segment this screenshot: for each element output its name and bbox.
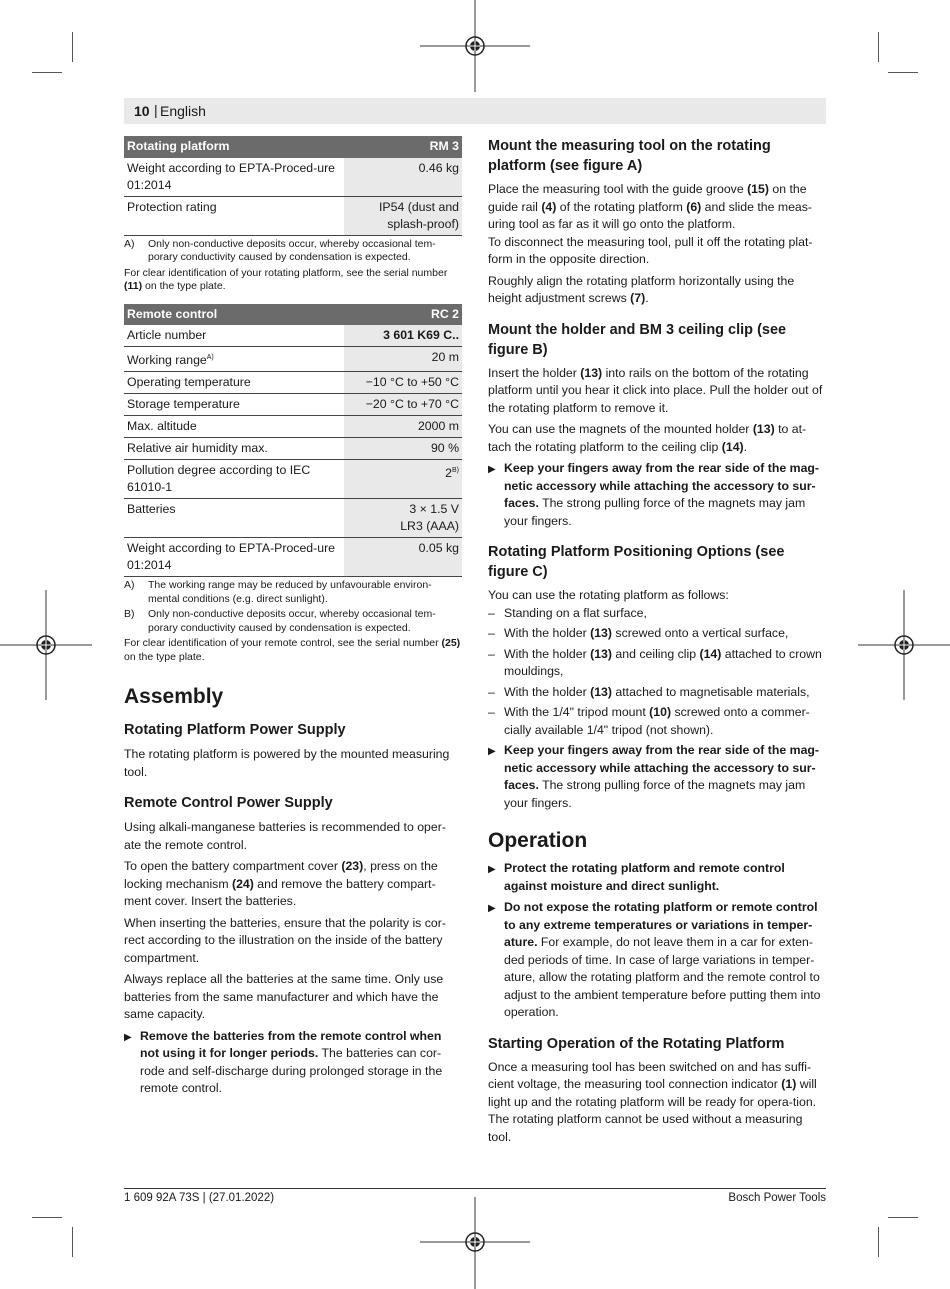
table-note: For clear identification of your remote control, see the serial number (25) on the type plate.: [124, 637, 461, 663]
registration-mark-icon: [0, 590, 92, 700]
table-row: [124, 499, 462, 538]
remote-control-spec-table: [124, 304, 462, 578]
spec-value: −20 °C to +70 °C: [344, 394, 462, 416]
crop-mark: [32, 1217, 62, 1218]
registration-mark-icon: [420, 0, 530, 92]
list-item: – With the holder (13) and ceiling clip (14) attached to crown mouldings,: [488, 646, 822, 678]
subsection-heading: Starting Operation of the Rotating Platform: [488, 1035, 785, 1052]
paragraph: You can use the magnets of the mounted holder (13) to at-tach the rotating platform to the ceiling clip (14).: [488, 422, 807, 454]
subsection-heading: Mount the holder and BM 3 ceiling clip (see figure B): [488, 321, 787, 358]
spec-value: 0.05 kg: [344, 538, 462, 577]
list-item: – With the holder (13) screwed onto a vertical surface,: [488, 626, 789, 640]
footer-divider: [124, 1188, 826, 1189]
paragraph: The rotating platform cannot be used without a measuring tool.: [488, 1112, 803, 1144]
crop-mark: [878, 1227, 879, 1257]
table-row: [124, 538, 462, 577]
warning-bullet-icon: ▶: [488, 864, 496, 875]
footnote-key: B): [124, 608, 135, 621]
footnote: [124, 579, 462, 606]
paragraph: Roughly align the rotating platform horizontally using the height adjustment screws (7).: [488, 273, 795, 305]
spec-label: Operating temperature: [124, 372, 344, 394]
warning-item: [488, 899, 826, 1022]
warning-bullet-icon: ▶: [124, 1031, 132, 1043]
warning-text: Do not expose the rotating platform or remote control to any extreme temperatures or variations in temper-ature. For example, do not leave them in a car for exten-ded periods of time. In case of large variations in temper-ature, allow the rotating platform and the remote control to adjust to the ambient temperature before putting them into operation.: [504, 900, 821, 1019]
footer-document-id: 1 609 92A 73S | (27.01.2022): [124, 1192, 275, 1204]
spec-value: −10 °C to +50 °C: [344, 372, 462, 394]
spec-label: Storage temperature: [124, 394, 344, 416]
paragraph: Using alkali-manganese batteries is recommended to oper-ate the remote control.: [124, 820, 446, 852]
warning-bullet-icon: ▶: [488, 903, 496, 914]
table-model: RM 3: [344, 136, 462, 158]
list-item: – With the 1/4" tripod mount (10) screwed onto a commer-cially available 1/4" tripod (not shown).: [488, 705, 810, 737]
table-header-row: [124, 304, 462, 326]
paragraph: To open the battery compartment cover (23), press on the locking mechanism (24) and remove the battery compart-ment cover. Insert the batteries.: [124, 859, 438, 909]
spec-label: Protection rating: [124, 196, 344, 235]
rotating-platform-spec-table: [124, 136, 462, 236]
page-number: 10: [134, 103, 150, 119]
crop-mark: [72, 32, 73, 62]
footnote: [124, 238, 462, 265]
table-row: [124, 460, 462, 499]
subsection-heading: Rotating Platform Power Supply: [124, 722, 346, 739]
spec-value: 2000 m: [344, 416, 462, 438]
warning-text: Protect the rotating platform and remote control against moisture and direct sunlight.: [504, 861, 785, 893]
spec-label: Article number: [124, 325, 344, 347]
crop-mark: [888, 1217, 918, 1218]
spec-label: Pollution degree according to IEC 61010-1: [124, 460, 344, 499]
warning-text: Remove the batteries from the remote control when not using it for longer periods. The batteries can cor-rode and self-discharge during prolonged storage in the remote control.: [140, 1028, 443, 1096]
spec-label: Weight according to EPTA-Proced-ure 01:2014: [124, 158, 344, 197]
table-row: [124, 416, 462, 438]
crop-mark: [888, 72, 918, 73]
page-header: [124, 98, 826, 124]
spec-label: Weight according to EPTA-Proced-ure 01:2014: [124, 538, 344, 577]
crop-mark: [32, 72, 62, 73]
subsection-heading: Remote Control Power Supply: [124, 795, 333, 812]
footnote-text: The working range may be reduced by unfavourable environ-mental conditions (e.g. direct sunlight).: [148, 579, 432, 605]
spec-label: Relative air humidity max.: [124, 438, 344, 460]
paragraph: Insert the holder (13) into rails on the bottom of the rotating platform until you hear it click into place. Pull the holder out of the rotating platform to remove it.: [488, 365, 823, 415]
table-model: RC 2: [344, 304, 462, 326]
warning-bullet-icon: ▶: [488, 464, 496, 475]
table-header-row: [124, 136, 462, 158]
table-row: [124, 394, 462, 416]
table-row: [124, 158, 462, 197]
registration-mark-icon: [858, 590, 950, 700]
paragraph: Always replace all the batteries at the same time. Only use batteries from the same manufacturer and which have the same capacity.: [124, 972, 444, 1022]
table-row: [124, 196, 462, 235]
footnote-key: A): [124, 579, 135, 592]
paragraph: The rotating platform is powered by the mounted measuring tool.: [124, 747, 450, 779]
footer-brand: Bosch Power Tools: [728, 1192, 826, 1204]
spec-value: 90 %: [344, 438, 462, 460]
table-row: [124, 438, 462, 460]
table-note: For clear identification of your rotating platform, see the serial number (11) on the type plate.: [124, 266, 448, 292]
header-separator: |: [154, 102, 158, 118]
spec-label: Max. altitude: [124, 416, 344, 438]
table-row: [124, 347, 462, 372]
spec-value: 0.46 kg: [344, 158, 462, 197]
warning-item: [124, 1028, 462, 1098]
paragraph: When inserting the batteries, ensure that the polarity is cor-rect according to the illustration on the inside of the battery compartment.: [124, 915, 446, 965]
crop-mark: [72, 1227, 73, 1257]
spec-label: Working range$^{A)}$: [124, 347, 344, 372]
footnote-key: A): [124, 237, 135, 250]
warning-text: Keep your fingers away from the rear side of the mag-netic accessory while attaching the accessory to sur-faces. The strong pulling force of the magnets may jam your fingers.: [504, 743, 820, 810]
paragraph: Once a measuring tool has been switched on and has suffi-cient voltage, the measuring tool connection indicator (1) will light up and the rotating platform will be ready for opera-tion.: [488, 1059, 817, 1109]
spec-value: $2^{B)}$: [344, 460, 462, 499]
footnote-text: Only non-conductive deposits occur, whereby occasional tem-porary conductivity caused by condensation is expected.: [148, 237, 436, 263]
warning-item: [488, 860, 826, 895]
paragraph: You can use the rotating platform as follows:: [488, 588, 729, 602]
section-heading: Assembly: [124, 685, 224, 709]
table-title: Remote control: [124, 304, 344, 326]
footnote-text: Only non-conductive deposits occur, whereby occasional tem-porary conductivity caused by condensation is expected.: [148, 608, 436, 634]
subsection-heading: Rotating Platform Positioning Options (see figure C): [488, 544, 785, 580]
left-column: [124, 136, 462, 1102]
paragraph: To disconnect the measuring tool, pull it off the rotating plat-form in the opposite direction.: [488, 234, 813, 266]
paragraph: Place the measuring tool with the guide groove (15) on the guide rail (4) of the rotating platform (6) and slide the meas-uring tool as far as it will go onto the platform.: [488, 182, 812, 231]
subsection-heading: Mount the measuring tool on the rotating platform (see figure A): [488, 138, 771, 174]
footnote: [124, 608, 462, 635]
warning-bullet-icon: ▶: [488, 746, 496, 757]
spec-value: IP54 (dust and splash-proof): [344, 196, 462, 235]
spec-value: 20 m: [344, 347, 462, 372]
registration-mark-icon: [420, 1197, 530, 1289]
table-title: Rotating platform: [124, 136, 344, 158]
spec-value: 3 601 K69 C..: [344, 325, 462, 347]
warning-item: [488, 742, 826, 812]
crop-mark: [878, 32, 879, 62]
section-heading: Operation: [488, 829, 588, 852]
list-item: – With the holder (13) attached to magnetisable materials,: [488, 684, 810, 699]
table-row: [124, 372, 462, 394]
list-item: – Standing on a flat surface,: [488, 605, 647, 620]
table-row: [124, 325, 462, 347]
right-column: [488, 136, 826, 1150]
warning-text: Keep your fingers away from the rear side of the mag-netic accessory while attaching the accessory to sur-faces. The strong pulling force of the magnets may jam your fingers.: [504, 461, 820, 528]
spec-label: Batteries: [124, 499, 344, 538]
spec-value: 3 × 1.5 V LR3 (AAA): [344, 499, 462, 538]
warning-item: [488, 460, 826, 530]
header-language: English: [160, 103, 206, 119]
